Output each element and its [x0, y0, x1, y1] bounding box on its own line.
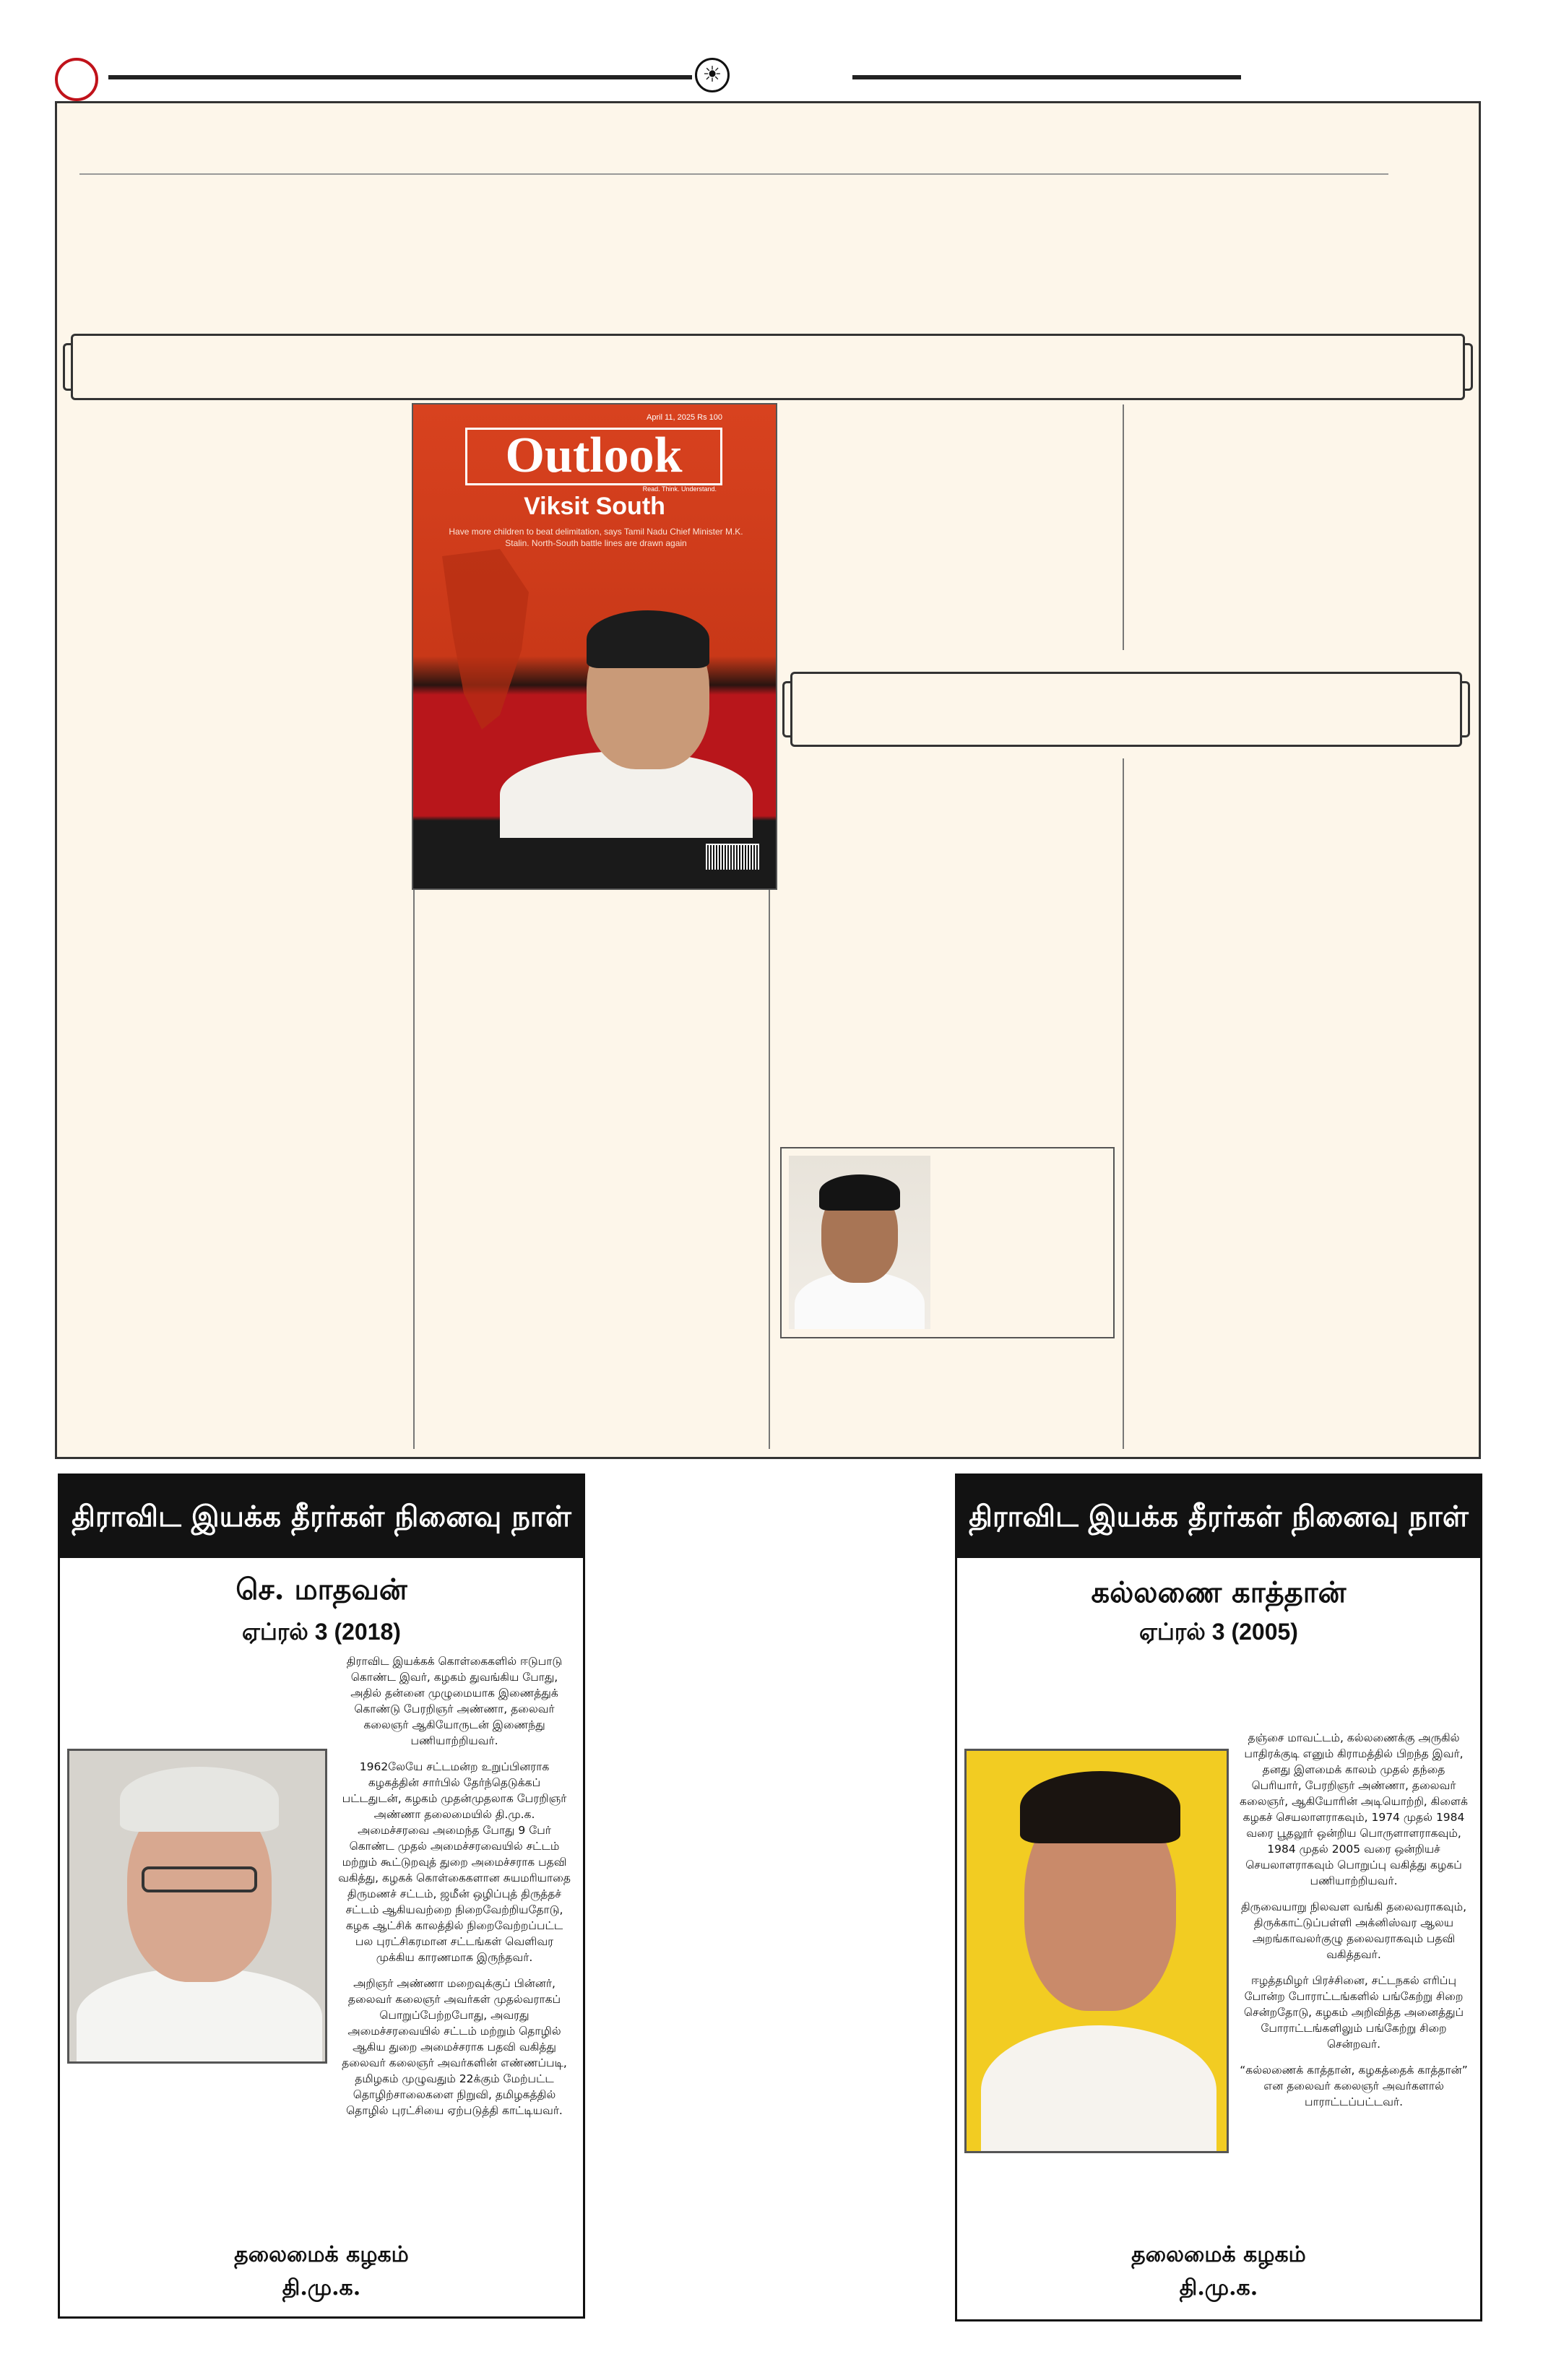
memorial-date: ஏப்ரல் 3 (2018)	[242, 1619, 401, 1645]
memorial-bio	[1236, 1730, 1471, 2120]
memorial-header: திராவிட இயக்க தீரர்கள் நினைவு நாள்	[60, 1476, 583, 1558]
portrait-hair	[587, 610, 709, 668]
memorial-signature	[957, 2238, 1480, 2305]
masthead-rule-left	[108, 75, 692, 79]
inset-photo-box	[780, 1147, 1115, 1338]
memorial-date: ஏப்ரல் 3 (2005)	[1139, 1619, 1298, 1645]
memorial-bio	[337, 1653, 571, 2129]
article-top-rule	[79, 173, 1388, 175]
memorial-portrait-photo	[964, 1749, 1229, 2153]
memorial-card-kallanai-kathan	[955, 1474, 1482, 2321]
bio-paragraph: ஈழத்தமிழர் பிரச்சினை, சட்டநகல் எரிப்பு போன்ற போராட்டங்களில் பங்கேற்று சிறை சென்றதோடு, கழகம் அறிவித்த அனைத்துப் போராட்டங்களிலும் பங்கேற்று சிறை சென்றவர்.	[1243, 1974, 1464, 2051]
magazine-footer-strip	[413, 870, 776, 890]
magazine-headline: Viksit South	[524, 493, 665, 520]
bio-paragraph: 1962லேயே சட்டமன்ற உறுப்பினராக கழகத்தின் சார்பில் தேர்ந்தெடுக்கப் பட்டதுடன், கழகம் முதன்முதலாக பேரறிஞர் அண்ணா தலைமையில் தி.மு.க. அமைச்சரவை அமைந்த போது 9 பேர் கொண்ட முதல் அமைச்சரவையில் சட்டம் மற்றும் கூட்டுறவுத் துறை அமைச்சராக பதவி வகித்து, கழகக் கொள்கைகளான சுயமரியாதை திருமணச் சட்டம், ஜமீன் ஒழிப்புத் திருத்தச் சட்டம் ஆகியவற்றை நிறைவேற்றியதோடு, கழக ஆட்சிக் காலத்தில் நிறைவேற்றப்பட்ட பல புரட்சிகரமான சட்டங்கள் வெளிவர முக்கிய காரணமாக இருந்தவர்.	[338, 1760, 571, 1964]
signature-party: தி.மு.க.	[1179, 2275, 1258, 2301]
memorial-name: கல்லணை காத்தான்	[1091, 1575, 1347, 1609]
column-rule	[413, 890, 415, 1449]
headline-banner	[71, 334, 1465, 400]
column-rule	[769, 890, 770, 1449]
column-rule	[1123, 758, 1124, 1449]
magazine-tagline: Read. Think. Understand.	[642, 485, 717, 493]
column-rule	[1123, 404, 1124, 650]
bio-paragraph: அறிஞர் அண்ணா மறைவுக்குப் பின்னர், தலைவர் கலைஞர் அவர்கள் முதல்வராகப் பொறுப்பேற்றபோது, அவரது அமைச்சரவையில் சட்டம் மற்றும் தொழில் ஆகிய துறை அமைச்சராக பதவி வகித்து தலைவர் கலைஞர் அவர்களின் எண்ணப்படி, தமிழகம் முழுவதும் 22க்கும் மேற்பட்ட தொழிற்சாலைகளை நிறுவி, தமிழகத்தில் தொழில் புரட்சியை ஏற்படுத்தி காட்டியவர்.	[342, 1977, 567, 2117]
outlook-magazine-cover	[412, 403, 777, 890]
masthead-red-circle	[55, 58, 98, 101]
bio-paragraph: “கல்லணைக் காத்தான், கழகத்தைக் காத்தான்” என தலைவர் கலைஞர் அவர்களால் பாராட்டப்பட்டவர்.	[1240, 2064, 1468, 2108]
magazine-subheadline: Have more children to beat delimitation, says Tamil Nadu Chief Minister M.K. Stalin. North-South battle lines are drawn again	[449, 527, 743, 548]
bio-paragraph: திருவையாறு நிலவள வங்கி தலைவராகவும், திருக்காட்டுப்பள்ளி அக்னிஸ்வர ஆலய அறங்காவலர்குழு தலைவராகவும் பதவி வகித்தவர்.	[1240, 1900, 1467, 1961]
magazine-date-price: April 11, 2025 Rs 100	[647, 413, 722, 422]
masthead-rule-right	[852, 75, 1241, 79]
magazine-logo: Outlook	[465, 428, 722, 485]
subheading-banner	[790, 672, 1462, 747]
rising-sun-emblem-icon: ☀	[695, 58, 730, 92]
signature-party: தி.மு.க.	[282, 2275, 361, 2301]
memorial-card-madhavan	[58, 1474, 585, 2319]
signature-line: தலைமைக் கழகம்	[1131, 2242, 1306, 2267]
bio-paragraph: தஞ்சை மாவட்டம், கல்லணைக்கு அருகில் பாதிரக்குடி எனும் கிராமத்தில் பிறந்த இவர், தனது இளமைக் காலம் முதல் தந்தை பெரியார், பேரறிஞர் அண்ணா, தலைவர் கலைஞர், ஆகியோரின் அடியொற்றி, கிளைக் கழகச் செயலாளராகவும், 1974 முதல் 1984 வரை பூதலூர் ஒன்றிய பொருளாளராகவும், 1984 முதல் 2005 வரை ஒன்றியச் செயலாளராகவும் பொறுப்பு வகித்து கழகப் பணியாற்றியவர்.	[1240, 1731, 1468, 1887]
memorial-portrait-photo	[67, 1749, 327, 2064]
memorial-signature	[60, 2238, 583, 2305]
memorial-name: செ. மாதவன்	[235, 1572, 407, 1606]
memorial-header: திராவிட இயக்க தீரர்கள் நினைவு நாள்	[957, 1476, 1480, 1558]
signature-line: தலைமைக் கழகம்	[234, 2242, 409, 2267]
inset-portrait-photo	[789, 1156, 930, 1329]
bio-paragraph: திராவிட இயக்கக் கொள்கைகளில் ஈடுபாடு கொண்ட இவர், கழகம் துவங்கிய போது, அதில் தன்னை முழுமையாக இணைத்துக் கொண்டு பேரறிஞர் அண்ணா, தலைவர் கலைஞர் ஆகியோருடன் இணைந்து பணியாற்றியவர்.	[346, 1655, 563, 1747]
